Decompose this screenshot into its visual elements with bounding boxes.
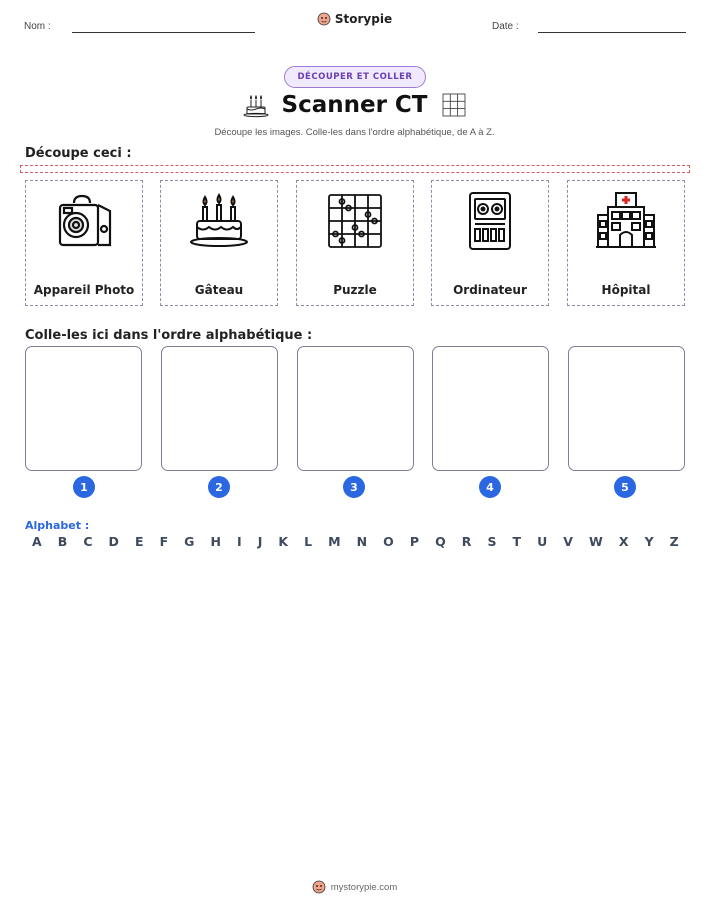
alphabet-letter: E bbox=[134, 534, 144, 549]
alphabet-letter: Q bbox=[435, 534, 446, 549]
card-camera[interactable] bbox=[25, 180, 143, 306]
puzzle-icon bbox=[323, 189, 387, 253]
storypie-mascot-icon bbox=[317, 12, 331, 26]
name-line bbox=[72, 32, 255, 33]
alphabet-row bbox=[25, 534, 685, 549]
alphabet-letter: K bbox=[278, 534, 289, 549]
alphabet-letter: W bbox=[589, 534, 603, 549]
cut-line bbox=[20, 165, 690, 173]
paste-box-1 bbox=[25, 346, 142, 471]
date-line bbox=[538, 32, 686, 33]
paste-box-5 bbox=[568, 346, 685, 471]
activity-badge: DÉCOUPER ET COLLER bbox=[284, 66, 426, 88]
card-hospital[interactable] bbox=[567, 180, 685, 306]
date-label: Date : bbox=[492, 21, 519, 32]
alphabet-letter: O bbox=[383, 534, 394, 549]
alphabet-letter: L bbox=[304, 534, 313, 549]
storypie-mascot-icon bbox=[312, 880, 326, 894]
alphabet-letter: M bbox=[328, 534, 341, 549]
alphabet-letter: H bbox=[210, 534, 221, 549]
hospital-icon bbox=[594, 189, 658, 253]
alphabet-letter: N bbox=[356, 534, 368, 549]
title-row bbox=[0, 91, 709, 119]
order-number-1: 1 bbox=[73, 476, 95, 498]
alphabet-letter: V bbox=[563, 534, 573, 549]
order-number-2: 2 bbox=[208, 476, 230, 498]
name-label: Nom : bbox=[24, 21, 51, 32]
puzzle-icon bbox=[440, 91, 468, 119]
page-title: Scanner CT bbox=[281, 92, 428, 118]
card-label: Puzzle bbox=[333, 283, 377, 297]
alphabet-letter: F bbox=[159, 534, 169, 549]
card-cake[interactable] bbox=[160, 180, 278, 306]
card-label: Appareil Photo bbox=[33, 283, 135, 297]
instructions: Découpe les images. Colle-les dans l'ordre alphabétique, de A à Z. bbox=[214, 127, 495, 138]
paste-section-label: Colle-les ici dans l'ordre alphabétique : bbox=[25, 328, 313, 343]
order-number-3: 3 bbox=[343, 476, 365, 498]
alphabet-letter: T bbox=[512, 534, 522, 549]
alphabet-letter: S bbox=[487, 534, 497, 549]
brand-name: Storypie bbox=[334, 12, 393, 26]
footer-link[interactable]: mystorypie.com bbox=[330, 881, 398, 893]
camera-icon bbox=[52, 189, 116, 253]
alphabet-letter: U bbox=[537, 534, 548, 549]
card-label: Ordinateur bbox=[453, 283, 527, 297]
order-number-4: 4 bbox=[479, 476, 501, 498]
card-label: Gâteau bbox=[194, 283, 244, 297]
card-computer[interactable] bbox=[431, 180, 549, 306]
paste-box-3 bbox=[297, 346, 414, 471]
alphabet-letter: Z bbox=[669, 534, 679, 549]
alphabet-letter: I bbox=[237, 534, 242, 549]
alphabet-letter: C bbox=[83, 534, 93, 549]
alphabet-letter: B bbox=[57, 534, 68, 549]
alphabet-letter: Y bbox=[644, 534, 654, 549]
alphabet-letter: J bbox=[257, 534, 263, 549]
footer bbox=[0, 880, 709, 894]
alphabet-letter: P bbox=[409, 534, 420, 549]
alphabet-letter: G bbox=[184, 534, 195, 549]
order-number-5: 5 bbox=[614, 476, 636, 498]
alphabet-label: Alphabet : bbox=[25, 519, 90, 532]
alphabet-letter: A bbox=[32, 534, 42, 549]
card-label: Hôpital bbox=[601, 283, 651, 297]
brand-logo bbox=[0, 12, 709, 26]
card-puzzle[interactable] bbox=[296, 180, 414, 306]
cake-icon bbox=[187, 189, 251, 253]
cut-section-label: Découpe ceci : bbox=[25, 146, 132, 161]
alphabet-letter: D bbox=[108, 534, 119, 549]
cake-icon bbox=[242, 91, 270, 119]
alphabet-letter: R bbox=[461, 534, 472, 549]
computer-icon bbox=[458, 189, 522, 253]
paste-box-4 bbox=[432, 346, 549, 471]
paste-box-2 bbox=[161, 346, 278, 471]
alphabet-letter: X bbox=[618, 534, 629, 549]
